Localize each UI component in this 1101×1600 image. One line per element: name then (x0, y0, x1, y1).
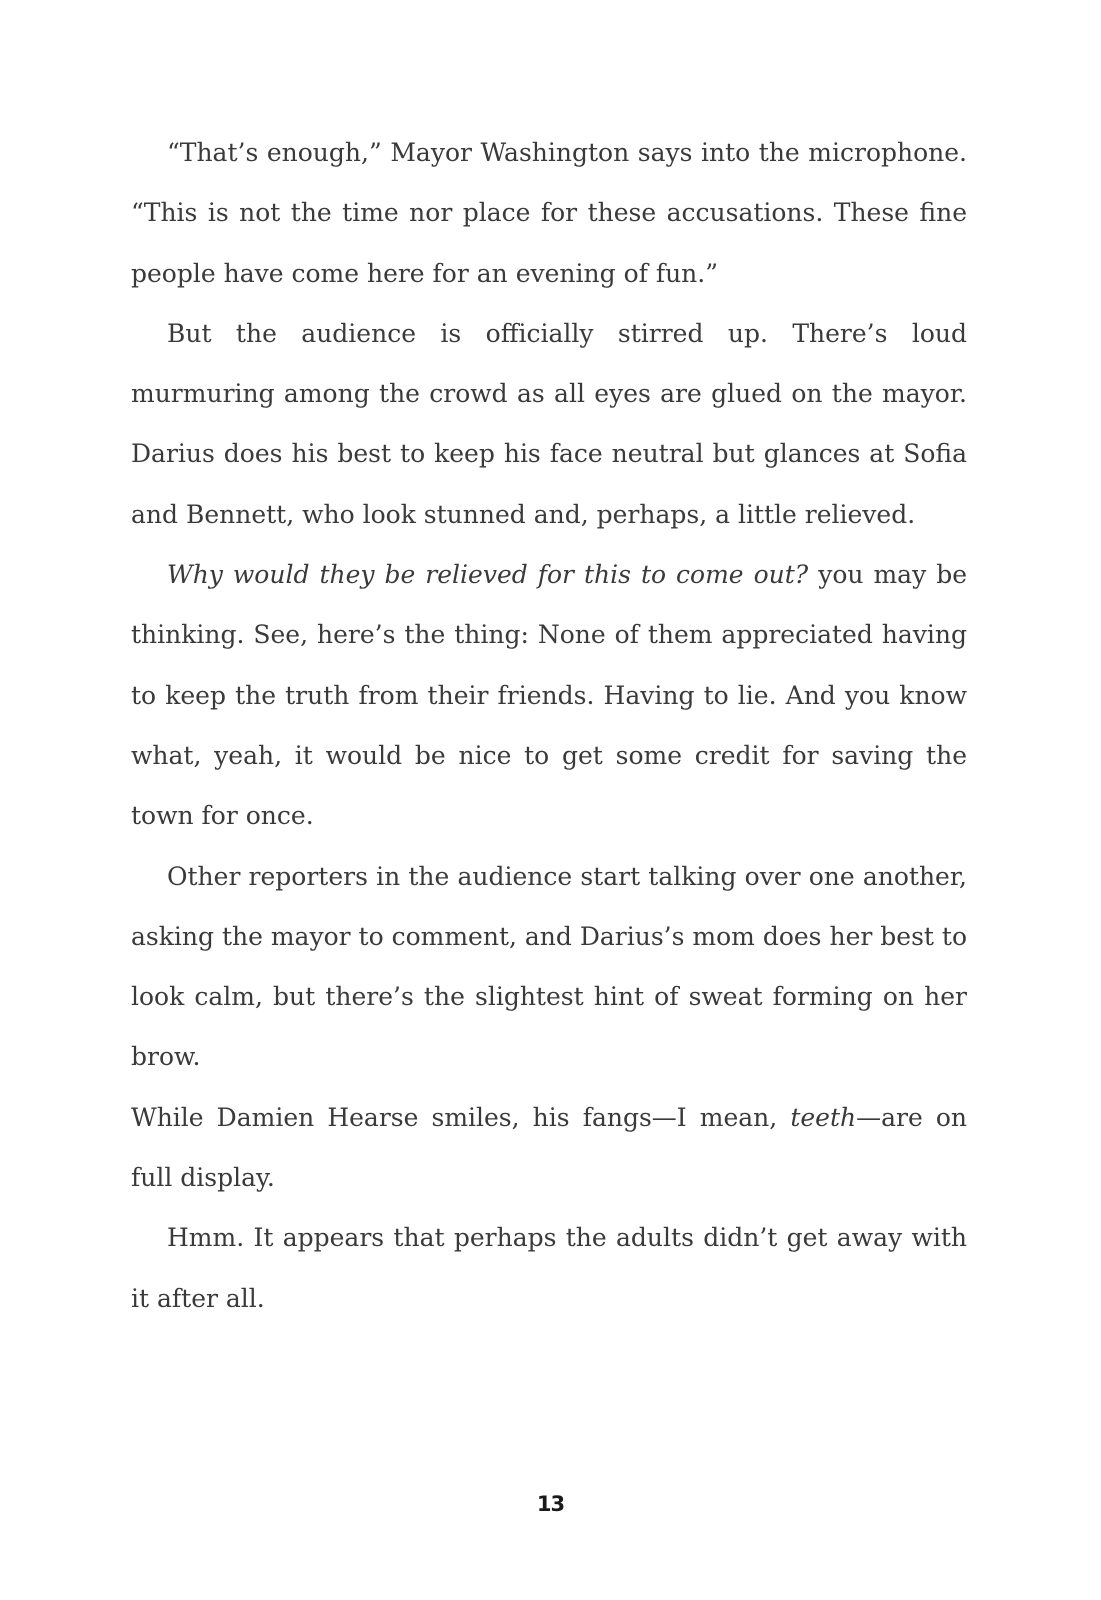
paragraph-5-italic-word: teeth (790, 1102, 857, 1132)
paragraph-5 (131, 1088, 967, 1209)
paragraph-5-text-before: While Damien Hearse smiles, his fangs—I mean, (131, 1102, 791, 1132)
paragraph-1-text: “That’s enough,” Mayor Washington says into the microphone. “This is not the time nor place for these accusations. These fine people have come here for an evening of fun.” (131, 138, 967, 288)
paragraph-1 (131, 123, 967, 304)
paragraph-5-text-after: —are on full display. (131, 1102, 968, 1193)
paragraph-4 (131, 847, 967, 1088)
body-text (131, 123, 967, 1329)
paragraph-3 (131, 545, 967, 846)
paragraph-2 (131, 304, 967, 545)
paragraph-3-italic-lead: Why would they be relieved for this to come out? (167, 560, 809, 590)
paragraph-6-text: Hmm. It appears that perhaps the adults didn’t get away with it after all. (131, 1223, 967, 1313)
paragraph-6 (131, 1208, 967, 1329)
paragraph-2-text: But the audience is officially stirred up. There’s loud murmuring among the crowd as all eyes are glued on the mayor. Darius does his best to keep his face neutral but glances at Sofia and Bennett, who look stunned and, perhaps, a little relieved. (131, 318, 967, 529)
paragraph-3-text: you may be thinking. See, here’s the thing: None of them appreciated having to keep the truth from their friends. Having to lie. And you know what, yeah, it would be nice to get some credit for saving the town for once. (131, 560, 967, 831)
page-number: 13 (536, 1492, 565, 1516)
paragraph-4-text: Other reporters in the audience start talking over one another, asking the mayor to comment, and Darius’s mom does her best to look calm, but there’s the slightest hint of sweat forming on her brow. (131, 861, 967, 1072)
